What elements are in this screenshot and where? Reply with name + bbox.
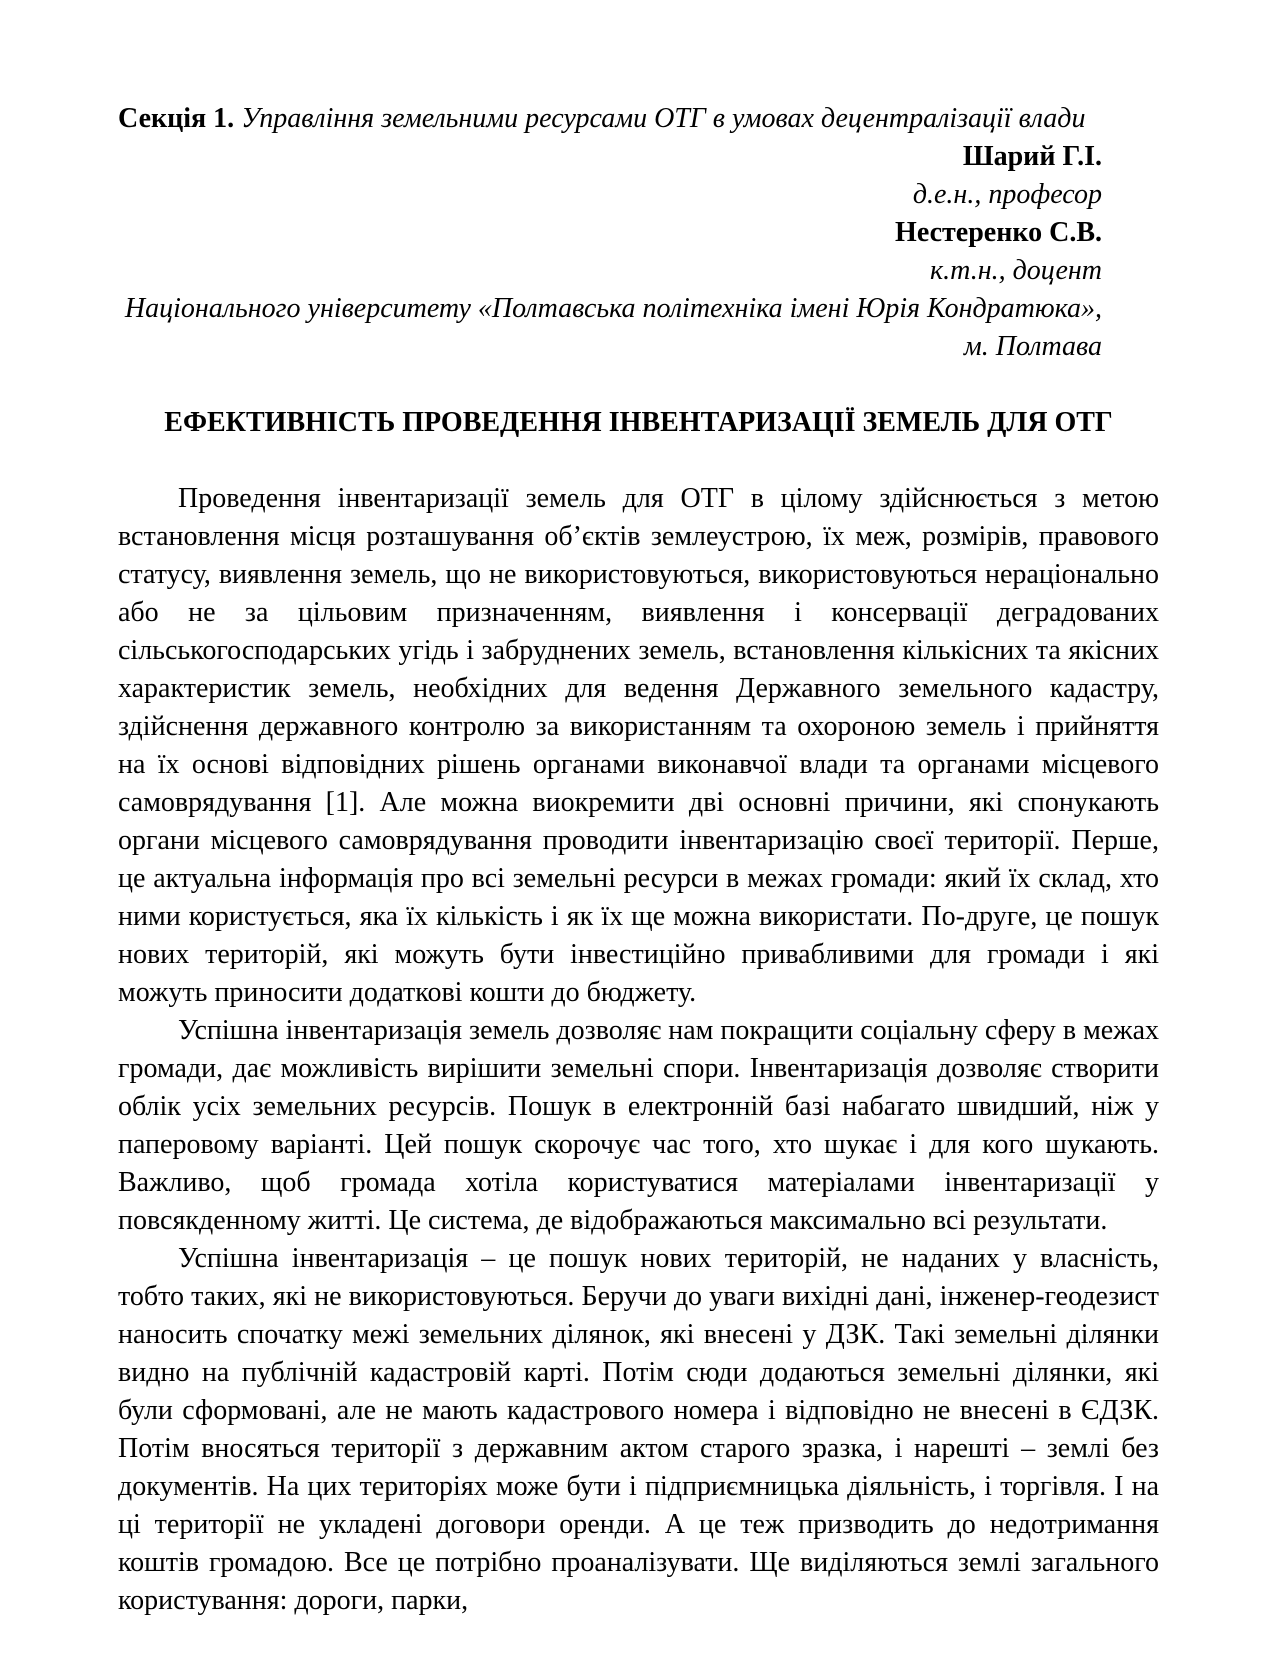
section-label: Секція 1. — [118, 103, 235, 134]
author-role-1: д.е.н., професор — [912, 179, 1102, 210]
city: м. Полтава — [963, 331, 1102, 362]
author-line — [118, 138, 1159, 176]
section-heading — [118, 100, 1159, 138]
author-role-line — [118, 252, 1159, 290]
author-role-2: к.т.н., доцент — [930, 255, 1102, 286]
paper-title: ЕФЕКТИВНІСТЬ ПРОВЕДЕННЯ ІНВЕНТАРИЗАЦІЇ ЗЕМЕЛЬ ДЛЯ ОТГ — [164, 407, 1113, 438]
paragraph-2: Успішна інвентаризація земель дозволяє нам покращити соціальну сферу в межах громади, дає можливість вирішити земельні спори. Інвентаризація дозволяє створити облік усіх земельних ресурсів. Пошук в електронній базі набагато швидший, ніж у паперовому варіанті. Цей пошук скорочує час того, хто шукає і для кого шукають. Важливо, щоб громада хотіла користуватися матеріалами інвентаризації у повсякденному житті. Це система, де відображаються максимально всі результати. — [118, 1015, 1159, 1236]
authors-block — [118, 138, 1159, 366]
paragraph-1: Проведення інвентаризації земель для ОТГ в цілому здійснюється з метою встановлення місця розташування об’єктів землеустрою, їх меж, розмірів, правового статусу, виявлення земель, що не використовуються, використовуються нераціонально або не за цільовим призначенням, виявлення і консервації деградованих сільськогосподарських угідь і забруднених земель, встановлення кількісних та якісних характеристик земель, необхідних для ведення Державного земельного кадастру, здійснення державного контролю за використанням та охороною земель і прийняття на їх основі відповідних рішень органами виконавчої влади та органами місцевого самоврядування [1]. Але можна виокремити дві основні причини, які спонукають органи місцевого самоврядування проводити інвентаризацію своєї території. Перше, це актуальна інформація про всі земельні ресурси в межах громади: який їх склад, хто ними користується, яка їх кількість і як їх ще можна використати. По-друге, це пошук нових територій, які можуть бути інвестиційно привабливими для громади і які можуть приносити додаткові кошти до бюджету. — [118, 483, 1159, 1008]
author-role-line — [118, 176, 1159, 214]
author-line — [118, 214, 1159, 252]
section-title: Управління земельними ресурсами ОТГ в умовах децентралізації влади — [241, 103, 1086, 134]
author-name-1: Шарий Г.І. — [962, 141, 1102, 172]
author-name-2: Нестеренко С.В. — [895, 217, 1102, 248]
affiliation: Національного університету «Полтавська політехніка імені Юрія Кондратюка», — [124, 293, 1102, 324]
paragraph-3: Успішна інвентаризація – це пошук нових територій, не наданих у власність, тобто таких, які не використовуються. Беручи до уваги вихідні дані, інженер-геодезист наносить спочатку межі земельних ділянок, які внесені у ДЗК. Такі земельні ділянки видно на публічній кадастровій карті. Потім сюди додаються земельні ділянки, які були сформовані, але не мають кадастрового номера і відповідно не внесені в ЄДЗК. Потім вносяться території з державним актом старого зразка, і нарешті – землі без документів. На цих територіях може бути і підприємницька діяльність, і торгівля. І на ці території не укладені договори оренди. А це теж призводить до недотримання коштів громадою. Все це потрібно проаналізувати. Ще виділяються землі загального користування: дороги, парки, — [118, 1243, 1159, 1616]
